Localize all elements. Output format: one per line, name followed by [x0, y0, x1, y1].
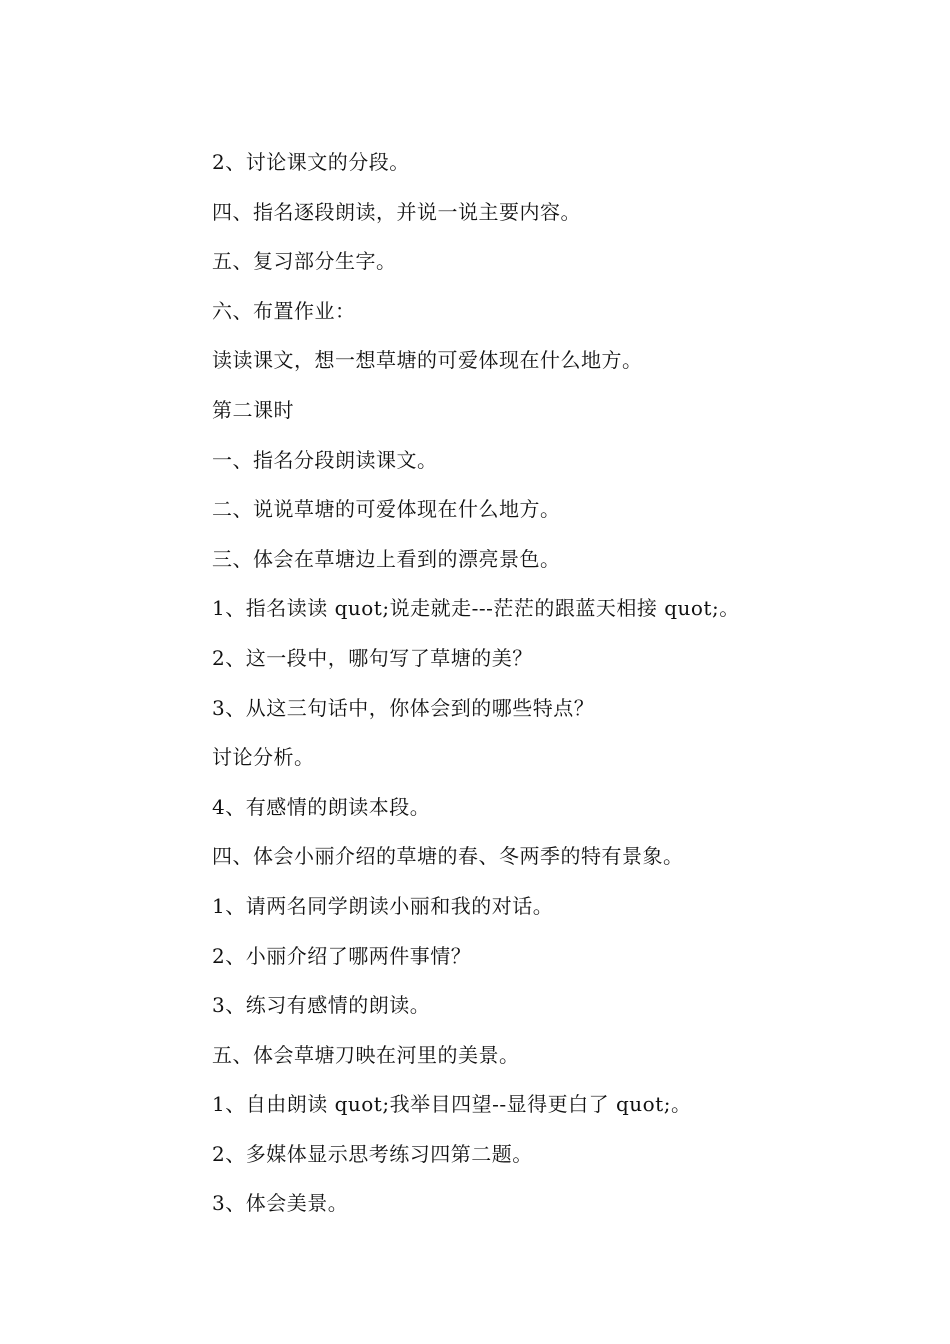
text-line: 1、自由朗读 quot;我举目四望--显得更白了 quot;。	[212, 1092, 692, 1117]
text-line: 3、从这三句话中，你体会到的哪些特点？	[212, 695, 595, 720]
text-line: 1、指名读读 quot;说走就走---茫茫的跟蓝天相接 quot;。	[212, 596, 740, 621]
text-line: 4、有感情的朗读本段。	[212, 794, 431, 819]
text-line: 四、体会小丽介绍的草塘的春、冬两季的特有景象。	[212, 844, 684, 869]
text-line: 2、这一段中，哪句写了草塘的美？	[212, 645, 533, 670]
text-line: 二、说说草塘的可爱体现在什么地方。	[212, 497, 561, 522]
text-line: 讨论分析。	[212, 745, 315, 770]
document-body	[212, 142, 912, 1233]
text-line: 2、多媒体显示思考练习四第二题。	[212, 1141, 533, 1166]
text-line: 3、体会美景。	[212, 1191, 349, 1216]
text-line: 读读课文，想一想草塘的可爱体现在什么地方。	[212, 348, 643, 373]
text-line: 四、指名逐段朗读，并说一说主要内容。	[212, 199, 581, 224]
text-line: 三、体会在草塘边上看到的漂亮景色。	[212, 546, 561, 571]
section-heading: 第二课时	[212, 397, 294, 422]
text-line: 2、讨论课文的分段。	[212, 150, 410, 174]
text-line: 2、小丽介绍了哪两件事情？	[212, 943, 472, 968]
text-line: 五、体会草塘刀映在河里的美景。	[212, 1042, 520, 1067]
text-line: 六、布置作业：	[212, 298, 356, 323]
text-line: 3、练习有感情的朗读。	[212, 993, 431, 1018]
text-line: 一、指名分段朗读课文。	[212, 447, 438, 472]
text-line: 五、复习部分生字。	[212, 249, 397, 274]
text-line: 1、请两名同学朗读小丽和我的对话。	[212, 893, 554, 918]
